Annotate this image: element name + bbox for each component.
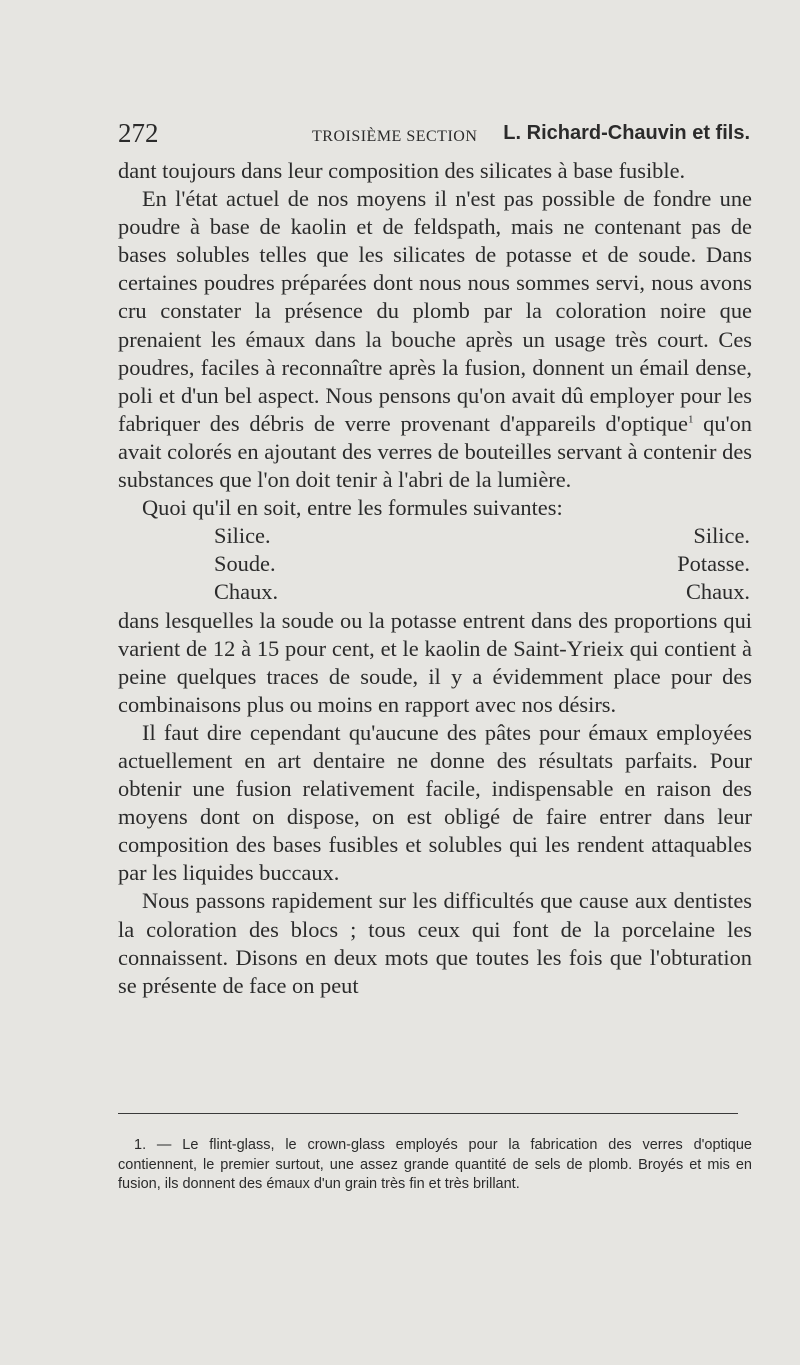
- formula-left: Chaux.: [214, 579, 279, 605]
- formula-left: Silice.: [214, 523, 271, 549]
- publisher-name: L. Richard-Chauvin et fils.: [503, 122, 750, 144]
- paragraph-kaolin-text: En l'état actuel de nos moyens il n'est pas possible de fondre une poudre à base de kaolin et de feldspath, mais ne contenant pas de bases solubles telles que les silicates de potasse et de soude. Dans certaines poudres préparées dont nous nous sommes servi, nous avons cru constater la présence du plomb par la coloration noire que prenaient les émaux dans la bouche après un usage très court. Ces poudres, faciles à reconnaître après la fusion, donnent un émail dense, poli et d'un bel aspect. Nous pensons qu'on avait dû employer pour les fabriquer des débris de verre provenant d'appareils d'optique: [118, 186, 752, 436]
- footnote-divider: [118, 1113, 738, 1114]
- formula-right: Potasse.: [677, 551, 750, 577]
- paragraph-proportions: dans lesquelles la soude ou la potasse entrent dans des proportions qui varient de 12 à 15 pour cent, et le kaolin de Saint-Yrieix qui contient à peine quelques traces de soude, il y a évidemment place pour des combinaisons plus ou moins en rapport avec nos désirs.: [118, 607, 752, 717]
- paragraph-pastes: Il faut dire cependant qu'aucune des pâtes pour émaux employées actuellement en art dentaire ne donne des résultats parfaits. Pour obtenir une fusion relativement facile, indispensable en raison des moyens dont on dispose, on est obligé de faire entrer dans leur composition des bases fusibles et solubles qui les rendent attaquables par les liquides buccaux.: [118, 719, 752, 886]
- formula-row: [214, 550, 750, 578]
- footnote-marker[interactable]: 1: [687, 413, 694, 426]
- section-title: TROISIÈME SECTION: [312, 128, 478, 145]
- footnote: 1. — Le flint-glass, le crown-glass employés pour la fabrication des verres d'optique contiennent, le premier surtout, une assez grande quantité de sels de plomb. Broyés et mis en fusion, ils donnent des émaux d'un grain très fin et très brillant.: [118, 1137, 752, 1192]
- page-number: 272: [118, 118, 159, 148]
- formula-left: Soude.: [214, 551, 276, 577]
- formula-row: [214, 522, 750, 550]
- formula-right: Chaux.: [685, 579, 750, 605]
- main-text: [118, 157, 752, 1000]
- paragraph-kaolin: [118, 185, 752, 494]
- paragraph-formulas-intro: Quoi qu'il en soit, entre les formules suivantes:: [142, 495, 563, 521]
- paragraph-continuation: dant toujours dans leur composition des silicates à base fusible.: [118, 158, 686, 183]
- formula-row: [214, 578, 750, 606]
- formula-list: [214, 522, 750, 606]
- paragraph-coloration: Nous passons rapidement sur les difficultés que cause aux dentistes la coloration des blocs ; tous ceux qui font de la porcelaine les connaissent. Disons en deux mots que toutes les fois que l'obturation se présente de face on peut: [118, 888, 752, 998]
- paragraph-kaolin-text-end: qu'on avait colorés en ajoutant des verres de bouteilles servant à contenir des substances que l'on doit tenir à l'abri de la lumière.: [118, 410, 752, 493]
- running-header: [118, 118, 750, 158]
- formula-right: Silice.: [693, 523, 750, 549]
